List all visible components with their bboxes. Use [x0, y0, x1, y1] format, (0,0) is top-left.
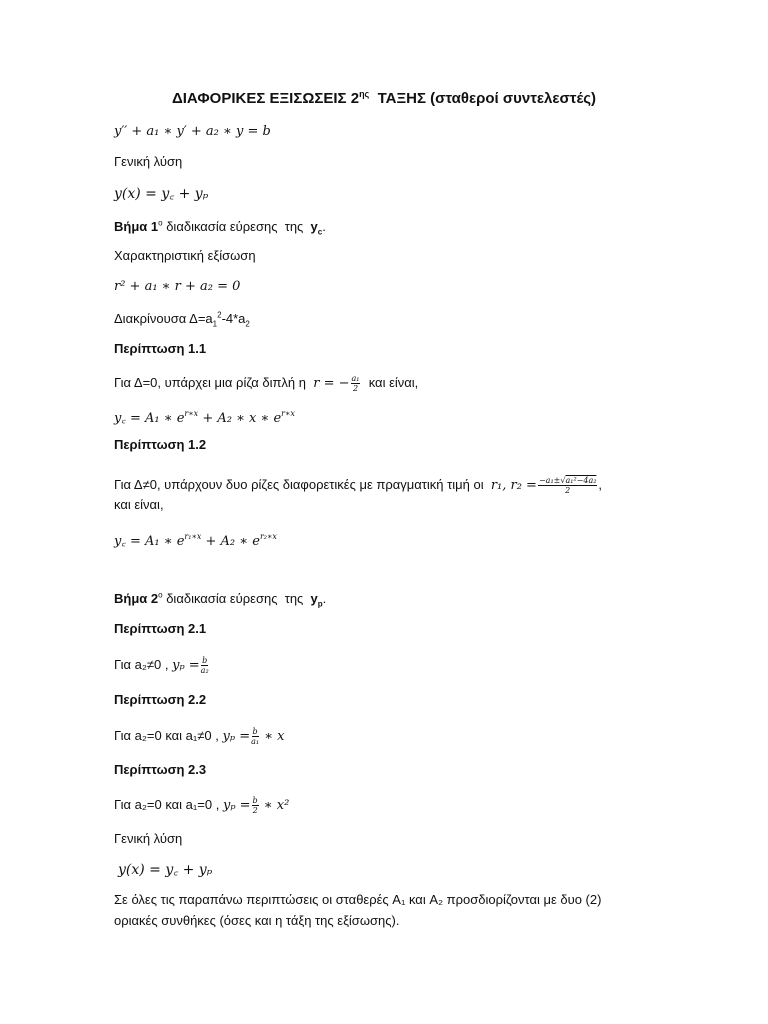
case-2-1-frac-num: b	[202, 656, 208, 665]
case-2-3-prefix: Για a₂=0 και a₁=0 ,	[114, 796, 223, 812]
case-2-2-fraction	[251, 727, 259, 746]
discriminant-line	[114, 311, 250, 327]
case-1-1-text	[114, 374, 418, 393]
step-1-label: Βήμα 1	[114, 219, 159, 234]
case-1-2-heading: Περίπτωση 1.2	[114, 437, 207, 452]
case-2-1-lhs: yₚ =	[172, 657, 200, 673]
case-1-2-yc-mid: + A₂ ∗ e	[201, 534, 260, 549]
case-1-1-exp1: r∗x	[184, 409, 199, 418]
step-1-degree: ο	[158, 218, 163, 228]
case-1-1-formula-lhs: r = −	[313, 375, 350, 391]
case-1-2-yc-start: y꜀ = A₁ ∗ e	[114, 534, 185, 549]
case-2-1-heading: Περίπτωση 2.1	[114, 621, 207, 636]
discriminant-sub2: 2	[245, 319, 250, 329]
step-1-end: .	[322, 219, 326, 234]
case-2-1-prefix: Για a₂≠0 ,	[114, 656, 173, 672]
case-1-2-frac-num-sqrt: a₁²−4a₂	[565, 476, 597, 485]
step-2-var: y	[310, 591, 318, 606]
case-2-3-frac-den: 2	[252, 806, 258, 815]
case-1-2-text-before: Για Δ≠0, υπάρχουν δυο ρίζες διαφορετικές με πραγματική τιμή οι	[114, 476, 491, 492]
case-2-1-frac-den: a₂	[200, 666, 209, 675]
case-1-1-yc	[114, 406, 295, 427]
title-superscript: ης	[359, 89, 370, 99]
case-2-2-frac-den: a₁	[251, 737, 260, 746]
step-2-label: Βήμα 2	[114, 591, 159, 606]
case-2-3-text	[114, 796, 289, 815]
sqrt-icon: √	[560, 476, 566, 485]
ode-equation: y′′ + a₁ ∗ y′ + a₂ ∗ y = b	[114, 124, 271, 139]
step-1-sub: c	[317, 227, 323, 237]
step-1-text: διαδικασία εύρεσης της	[162, 219, 311, 234]
general-solution-label-2: Γενική λύση	[114, 831, 183, 846]
general-solution-formula: y(x) = y꜀ + yₚ	[114, 186, 209, 202]
general-solution-label: Γενική λύση	[114, 154, 183, 169]
discriminant-sub1: 1	[212, 319, 218, 329]
case-2-1-text	[114, 656, 210, 675]
case-1-1-fraction	[351, 374, 361, 393]
case-2-2-lhs: yₚ =	[222, 728, 251, 744]
case-2-3-frac-num: b	[252, 796, 258, 805]
step-2-degree: ο	[158, 590, 163, 600]
case-2-1-fraction	[201, 656, 209, 675]
case-1-2-frac-num	[538, 476, 597, 486]
closing-line-1: Σε όλες τις παραπάνω περιπτώσεις οι σταθερές A₁ και A₂ προσδιορίζονται με δυο (2)	[114, 892, 602, 907]
case-1-2-frac-num-pre: −a₁±	[538, 476, 561, 485]
case-2-3-tail: ∗ x²	[259, 797, 290, 813]
case-1-2-yc	[114, 529, 277, 550]
discriminant-pre: Διακρίνουσα Δ=a	[114, 311, 213, 326]
step-1-line	[114, 219, 326, 235]
case-2-2-heading: Περίπτωση 2.2	[114, 692, 207, 707]
char-eq-formula: r² + a₁ ∗ r + a₂ = 0	[114, 279, 241, 294]
case-1-1-frac-den: 2	[352, 384, 359, 393]
case-1-1-exp2: r∗x	[281, 409, 295, 418]
case-1-1-yc-start: y꜀ = A₁ ∗ e	[114, 411, 185, 426]
step-2-text: διαδικασία εύρεσης της	[162, 591, 311, 606]
case-1-2-exp1: r₁∗x	[184, 532, 202, 541]
case-2-3-fraction	[252, 796, 259, 815]
case-1-1-heading: Περίπτωση 1.1	[114, 341, 207, 356]
closing-line-2: οριακές συνθήκες (όσες και η τάξη της εξίσωσης).	[114, 913, 400, 928]
case-1-2-fraction	[538, 476, 597, 495]
case-2-2-prefix: Για a₂=0 και a₁≠0 ,	[114, 727, 223, 743]
case-2-2-tail: ∗ x	[260, 728, 285, 744]
case-1-2-frac-den: 2	[565, 486, 571, 495]
discriminant-mid: -4*a	[221, 311, 246, 326]
case-2-3-lhs: yₚ =	[222, 797, 251, 813]
case-2-2-text	[114, 727, 285, 746]
case-1-2-formula-lhs: r₁, r₂ =	[490, 477, 537, 493]
case-1-2-line2: και είναι,	[114, 497, 164, 512]
case-1-2-text	[114, 476, 602, 495]
case-2-3-heading: Περίπτωση 2.3	[114, 762, 207, 777]
case-1-1-yc-mid: + A₂ ∗ x ∗ e	[198, 411, 282, 426]
case-1-1-frac-num: a₁	[351, 374, 360, 383]
title-main: ΔΙΑΦΟΡΙΚΕΣ ΕΞΙΣΩΣΕΙΣ 2	[171, 90, 360, 107]
case-1-1-text-after: και είναι,	[361, 374, 419, 390]
step-2-end: .	[322, 591, 327, 606]
general-solution-formula-2: y(x) = y꜀ + yₚ	[118, 862, 213, 878]
case-2-2-frac-num: b	[252, 727, 258, 736]
step-1-var: y	[310, 219, 318, 234]
step-2-sub: p	[317, 599, 323, 609]
case-1-1-text-before: Για Δ=0, υπάρχει μια ρίζα διπλή η	[114, 374, 314, 390]
step-2-line	[114, 591, 326, 607]
case-1-2-text-end: ,	[598, 476, 603, 492]
discriminant-sup: 2	[217, 310, 222, 320]
case-1-2-exp2: r₂∗x	[259, 532, 277, 541]
page-title	[0, 90, 768, 107]
char-eq-label: Χαρακτηριστική εξίσωση	[114, 248, 256, 263]
title-rest: ΤΑΞΗΣ (σταθεροί συντελεστές)	[369, 90, 597, 107]
